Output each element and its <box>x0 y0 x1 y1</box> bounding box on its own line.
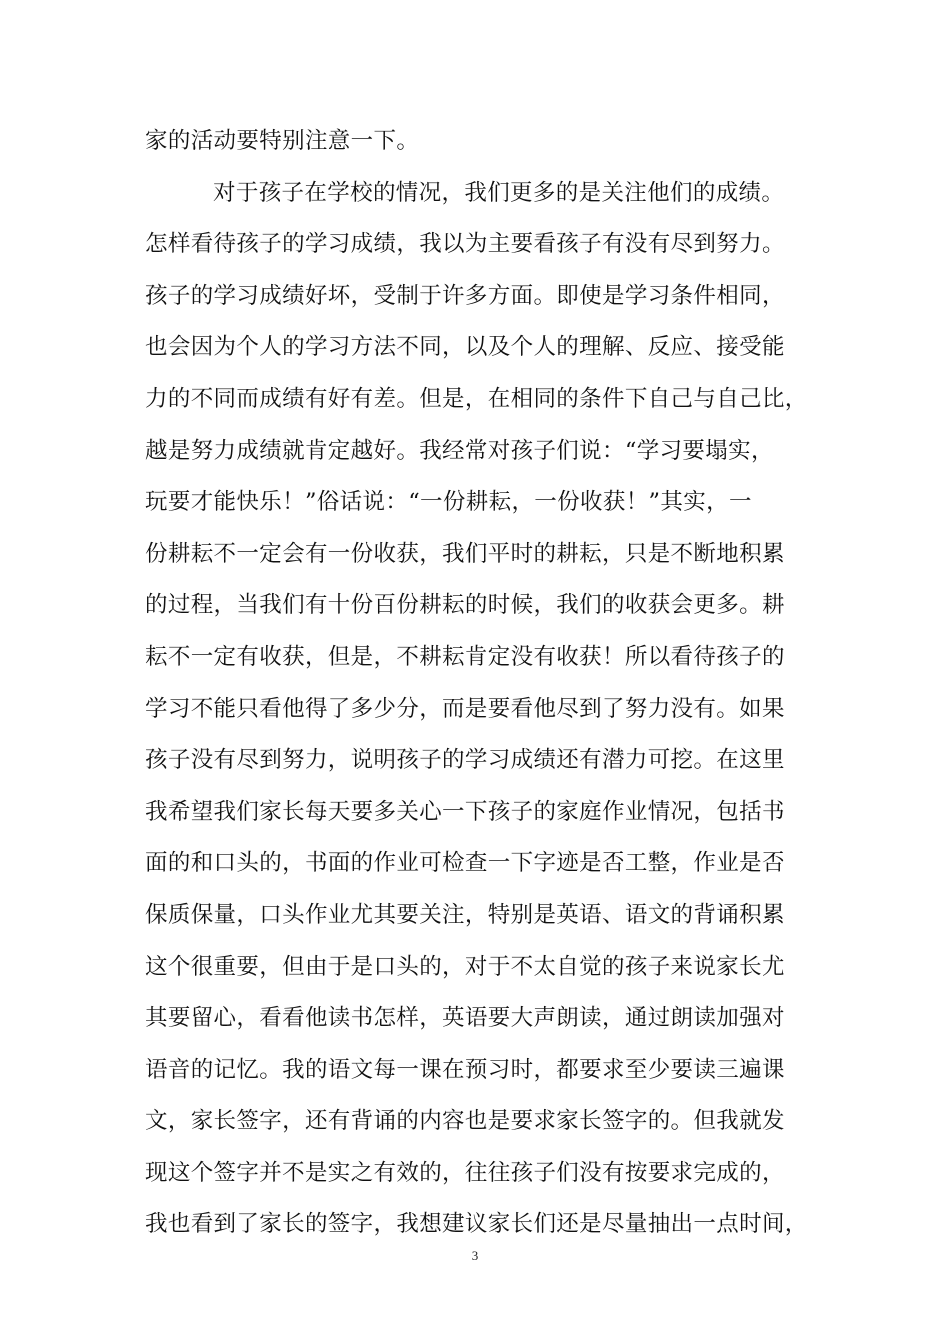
text-line: 孩子的学习成绩好坏，受制于许多方面。即使是学习条件相同， <box>145 282 785 309</box>
text-line: 学习不能只看他得了多少分，而是要看他尽到了努力没有。如果 <box>145 695 785 722</box>
text-line: 其要留心，看看他读书怎样，英语要大声朗读，通过朗读加强对 <box>145 1005 785 1032</box>
text-line: 我也看到了家长的签字，我想建议家长们还是尽量抽出一点时间， <box>145 1211 808 1238</box>
text-line: 也会因为个人的学习方法不同，以及个人的理解、反应、接受能 <box>145 334 785 361</box>
text-line: 这个很重要，但由于是口头的，对于不太自觉的孩子来说家长尤 <box>145 953 785 980</box>
text-line: 孩子没有尽到努力，说明孩子的学习成绩还有潜力可挖。在这里 <box>145 747 785 774</box>
text-line: 玩要才能快乐！”俗话说：“一份耕耘，一份收获！”其实，一 <box>145 489 752 516</box>
text-line: 越是努力成绩就肯定越好。我经常对孩子们说：“学习要塌实， <box>145 437 774 464</box>
text-line: 家的活动要特别注意一下。 <box>145 128 420 154</box>
text-line: 面的和口头的，书面的作业可检查一下字迹是否工整，作业是否 <box>145 850 785 877</box>
body-text <box>145 119 835 1254</box>
text-line: 的过程，当我们有十份百份耕耘的时候，我们的收获会更多。耕 <box>145 592 785 619</box>
text-line: 语音的记忆。我的语文每一课在预习时，都要求至少要读三遍课 <box>145 1056 785 1083</box>
text-line: 力的不同而成绩有好有差。但是，在相同的条件下自己与自己比， <box>145 385 808 412</box>
text-line: 耘不一定有收获，但是，不耕耘肯定没有收获！所以看待孩子的 <box>145 643 785 670</box>
text-line: 现这个签字并不是实之有效的，往往孩子们没有按要求完成的， <box>145 1159 785 1186</box>
text-line: 我希望我们家长每天要多关心一下孩子的家庭作业情况，包括书 <box>145 798 785 825</box>
text-line: 保质保量，口头作业尤其要关注，特别是英语、语文的背诵积累 <box>145 901 785 928</box>
paragraph-first-line: 对于孩子在学校的情况，我们更多的是关注他们的成绩。 <box>213 179 785 206</box>
page-number: 3 <box>471 1248 479 1263</box>
text-line: 份耕耘不一定会有一份收获，我们平时的耕耘，只是不断地积累 <box>145 540 785 567</box>
text-line: 怎样看待孩子的学习成绩，我以为主要看孩子有没有尽到努力。 <box>145 231 785 258</box>
text-line: 文，家长签字，还有背诵的内容也是要求家长签字的。但我就发 <box>145 1108 785 1135</box>
